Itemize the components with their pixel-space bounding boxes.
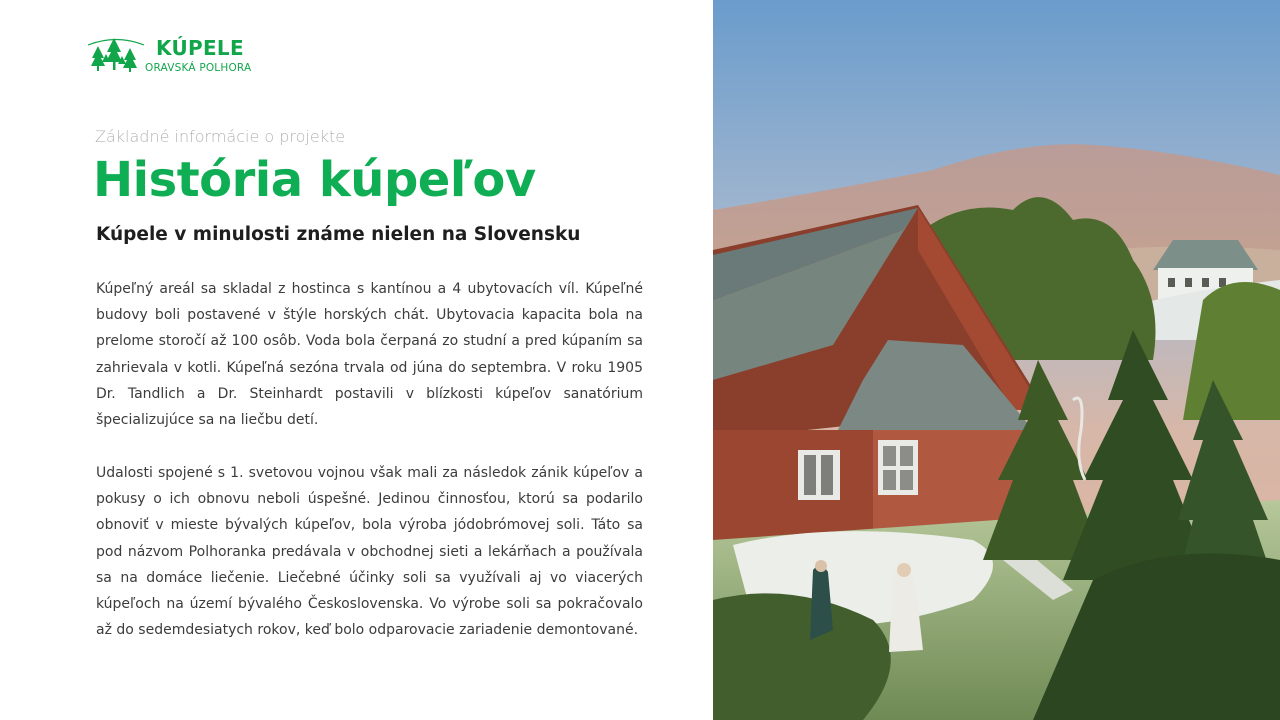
paragraph-history-2: Udalosti spojené s 1. svetovou vojnou však mali za následok zánik kúpeľov a pokusy o ich obnovu neboli úspešné. Jedinou činnosťou, ktorú sa podarilo obnoviť v mieste bývalých kúpeľov, bola výroba jódobrómovej soli. Táto sa pod názvom Polhoranka predávala v obchodnej sieti a lekárňach a používala sa na domáce liečenie. Liečebné účinky soli sa využívali aj vo viacerých kúpeľoch na území bývalého Československa. Vo výrobe soli sa pokračovalo až do sedemdesiatych rokov, keď bolo odparovacie zariadenie demontované.	[96, 465, 643, 639]
page-title: História kúpeľov	[93, 152, 536, 208]
section-eyebrow: Základné informácie o projekte	[95, 127, 346, 146]
logo-title: KÚPELE	[156, 36, 244, 60]
paragraph-history-1: Kúpeľný areál sa skladal z hostinca s kantínou a 4 ubytovacích víl. Kúpeľné budovy boli postavené v štýle horských chát. Ubytovacia kapacita bola na prelome storočí až 100 osôb. Voda bola čerpaná zo studní a pred kúpaním sa zahrievala v kotli. Kúpeľná sezóna trvala od júna do septembra. V roku 1905 Dr. Tandlich a Dr. Steinhardt postavili v blízkosti kúpeľov sanatórium špecializujúce sa na liečbu detí.	[96, 281, 643, 429]
pine-trees-icon	[88, 36, 144, 74]
logo-subtitle: ORAVSKÁ POLHORA	[145, 62, 252, 74]
historic-postcard-image	[713, 0, 1280, 720]
logo[interactable]	[88, 34, 268, 78]
spa-chalet-illustration	[713, 0, 1280, 720]
page-subtitle: Kúpele v minulosti známe nielen na Slovensku	[96, 224, 581, 245]
